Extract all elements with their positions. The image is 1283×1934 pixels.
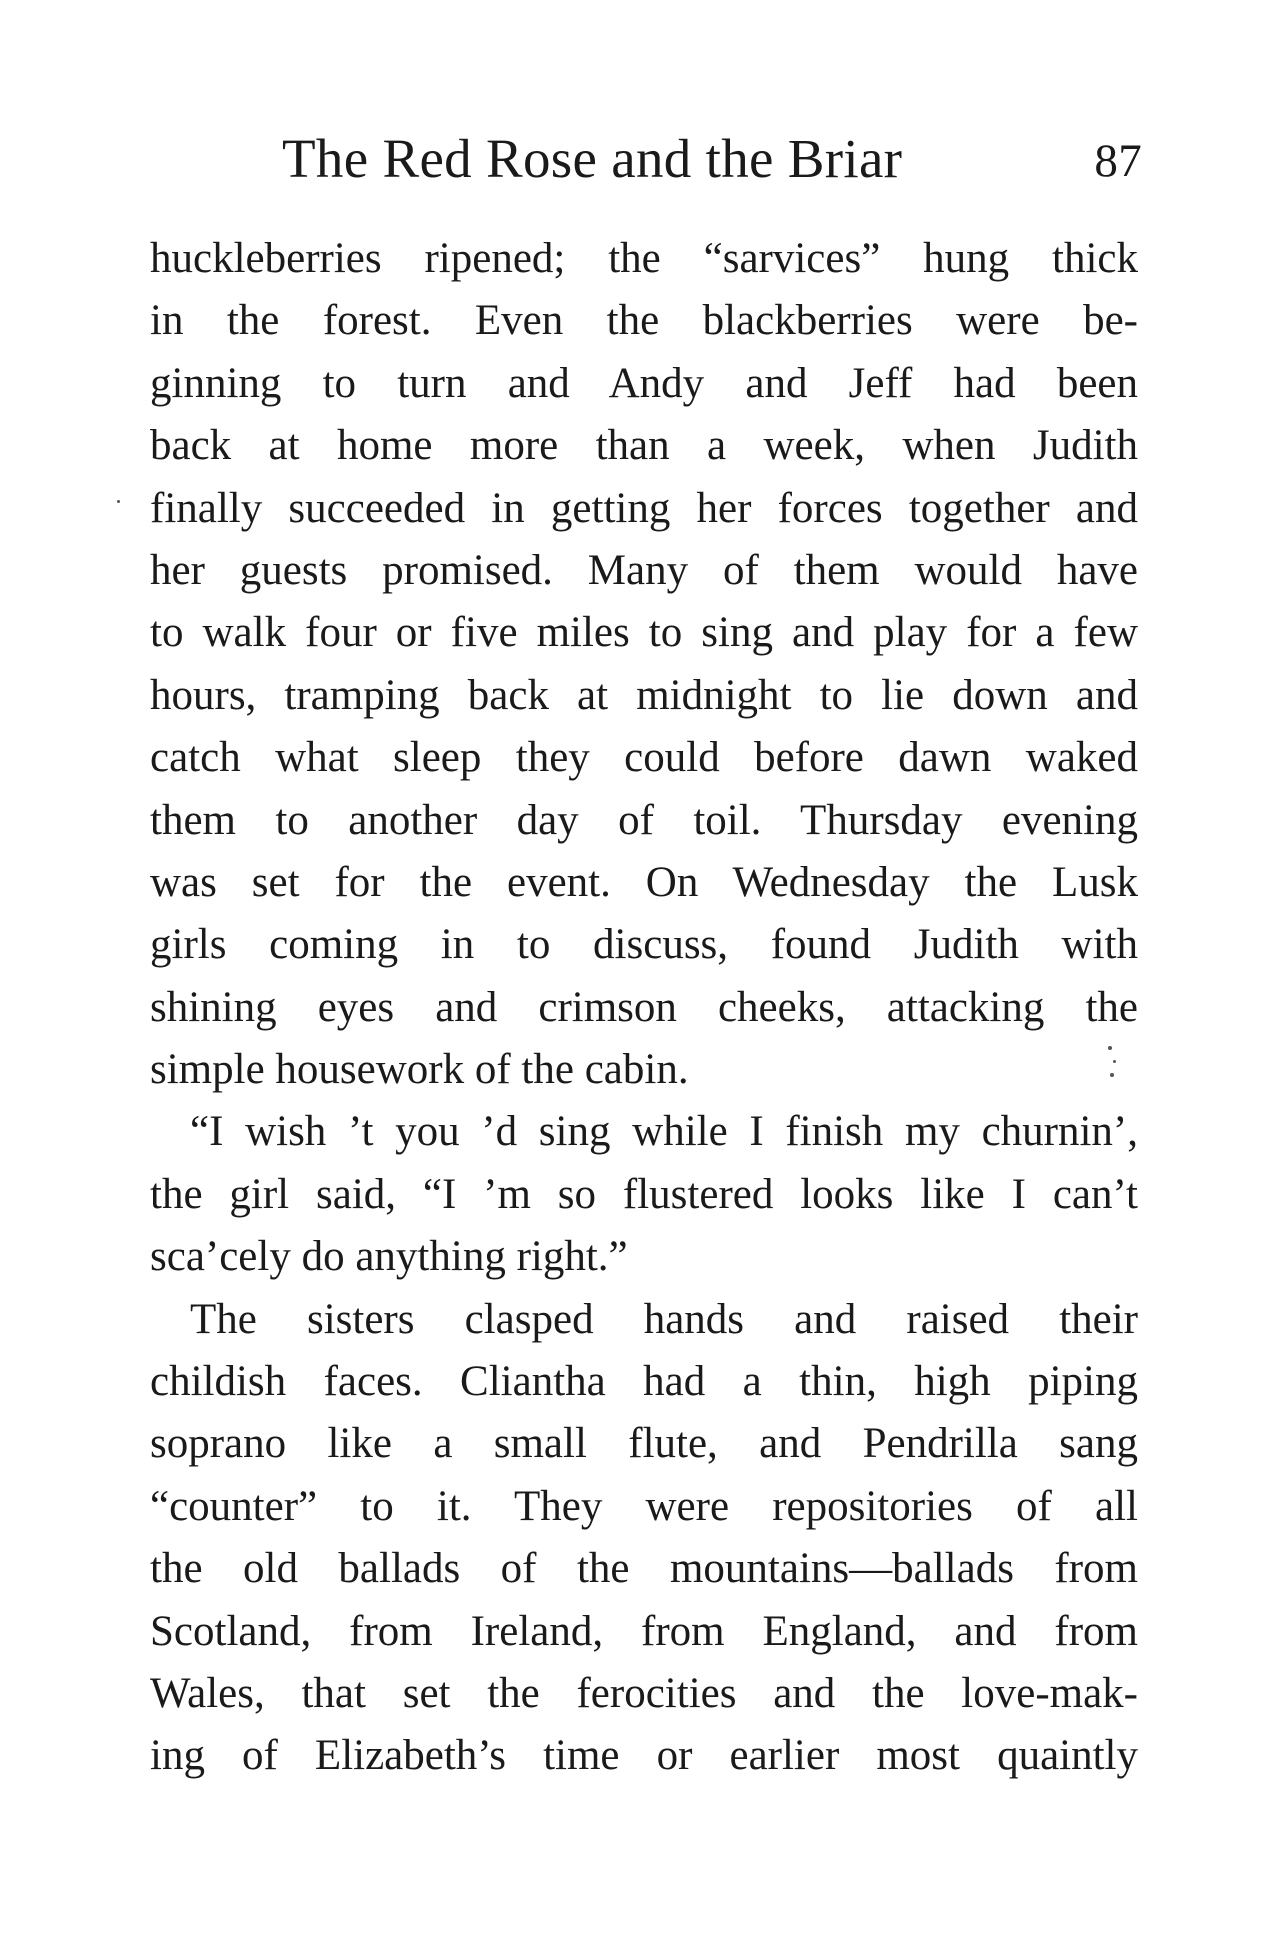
text-line: simple housework of the cabin. — [150, 1046, 689, 1094]
text-line: ing of Elizabeth’s time or earlier most quaintly — [150, 1732, 1138, 1780]
text-line: back at home more than a week, when Judith — [150, 422, 1138, 470]
text-line: Wales, that set the ferocities and the love-mak- — [150, 1669, 1138, 1717]
text-line: sca’cely do anything right.” — [150, 1233, 628, 1281]
scan-speck — [1110, 1073, 1114, 1077]
text-line: soprano like a small flute, and Pendrilla sang — [150, 1420, 1138, 1468]
text-line: was set for the event. On Wednesday the Lusk — [150, 858, 1138, 906]
page-number: 87 — [1094, 135, 1142, 187]
scan-speck — [1108, 1046, 1112, 1050]
text-line: “counter” to it. They were repositories of all — [150, 1482, 1138, 1530]
scan-speck — [117, 500, 120, 503]
running-head — [282, 124, 1142, 194]
scan-speck — [1113, 1060, 1116, 1063]
text-line: girls coming in to discuss, found Judith with — [150, 921, 1138, 969]
text-line: “I wish ’t you ’d sing while I finish my churnin’, — [190, 1108, 1138, 1156]
text-line: catch what sleep they could before dawn waked — [150, 734, 1138, 782]
text-line: the girl said, “I ’m so flustered looks like I can’t — [150, 1170, 1138, 1218]
body-text — [150, 228, 1138, 1788]
text-line: The sisters clasped hands and raised their — [190, 1295, 1138, 1343]
text-line: ginning to turn and Andy and Jeff had been — [150, 359, 1138, 407]
text-line: her guests promised. Many of them would have — [150, 546, 1138, 594]
text-line: Scotland, from Ireland, from England, and from — [150, 1607, 1138, 1655]
text-line: in the forest. Even the blackberries were be- — [150, 297, 1138, 345]
running-head-title: The Red Rose and the Briar — [282, 128, 903, 189]
text-line: to walk four or five miles to sing and play for a few — [150, 609, 1138, 657]
text-line: hours, tramping back at midnight to lie down and — [150, 671, 1138, 719]
text-line: huckleberries ripened; the “sarvices” hung thick — [150, 235, 1138, 282]
text-line: the old ballads of the mountains—ballads from — [150, 1545, 1138, 1593]
text-line: them to another day of toil. Thursday evening — [150, 796, 1138, 844]
text-line: shining eyes and crimson cheeks, attacking the — [150, 983, 1138, 1031]
text-line: childish faces. Cliantha had a thin, high piping — [150, 1358, 1138, 1406]
text-line: finally succeeded in getting her forces together and — [150, 484, 1138, 532]
